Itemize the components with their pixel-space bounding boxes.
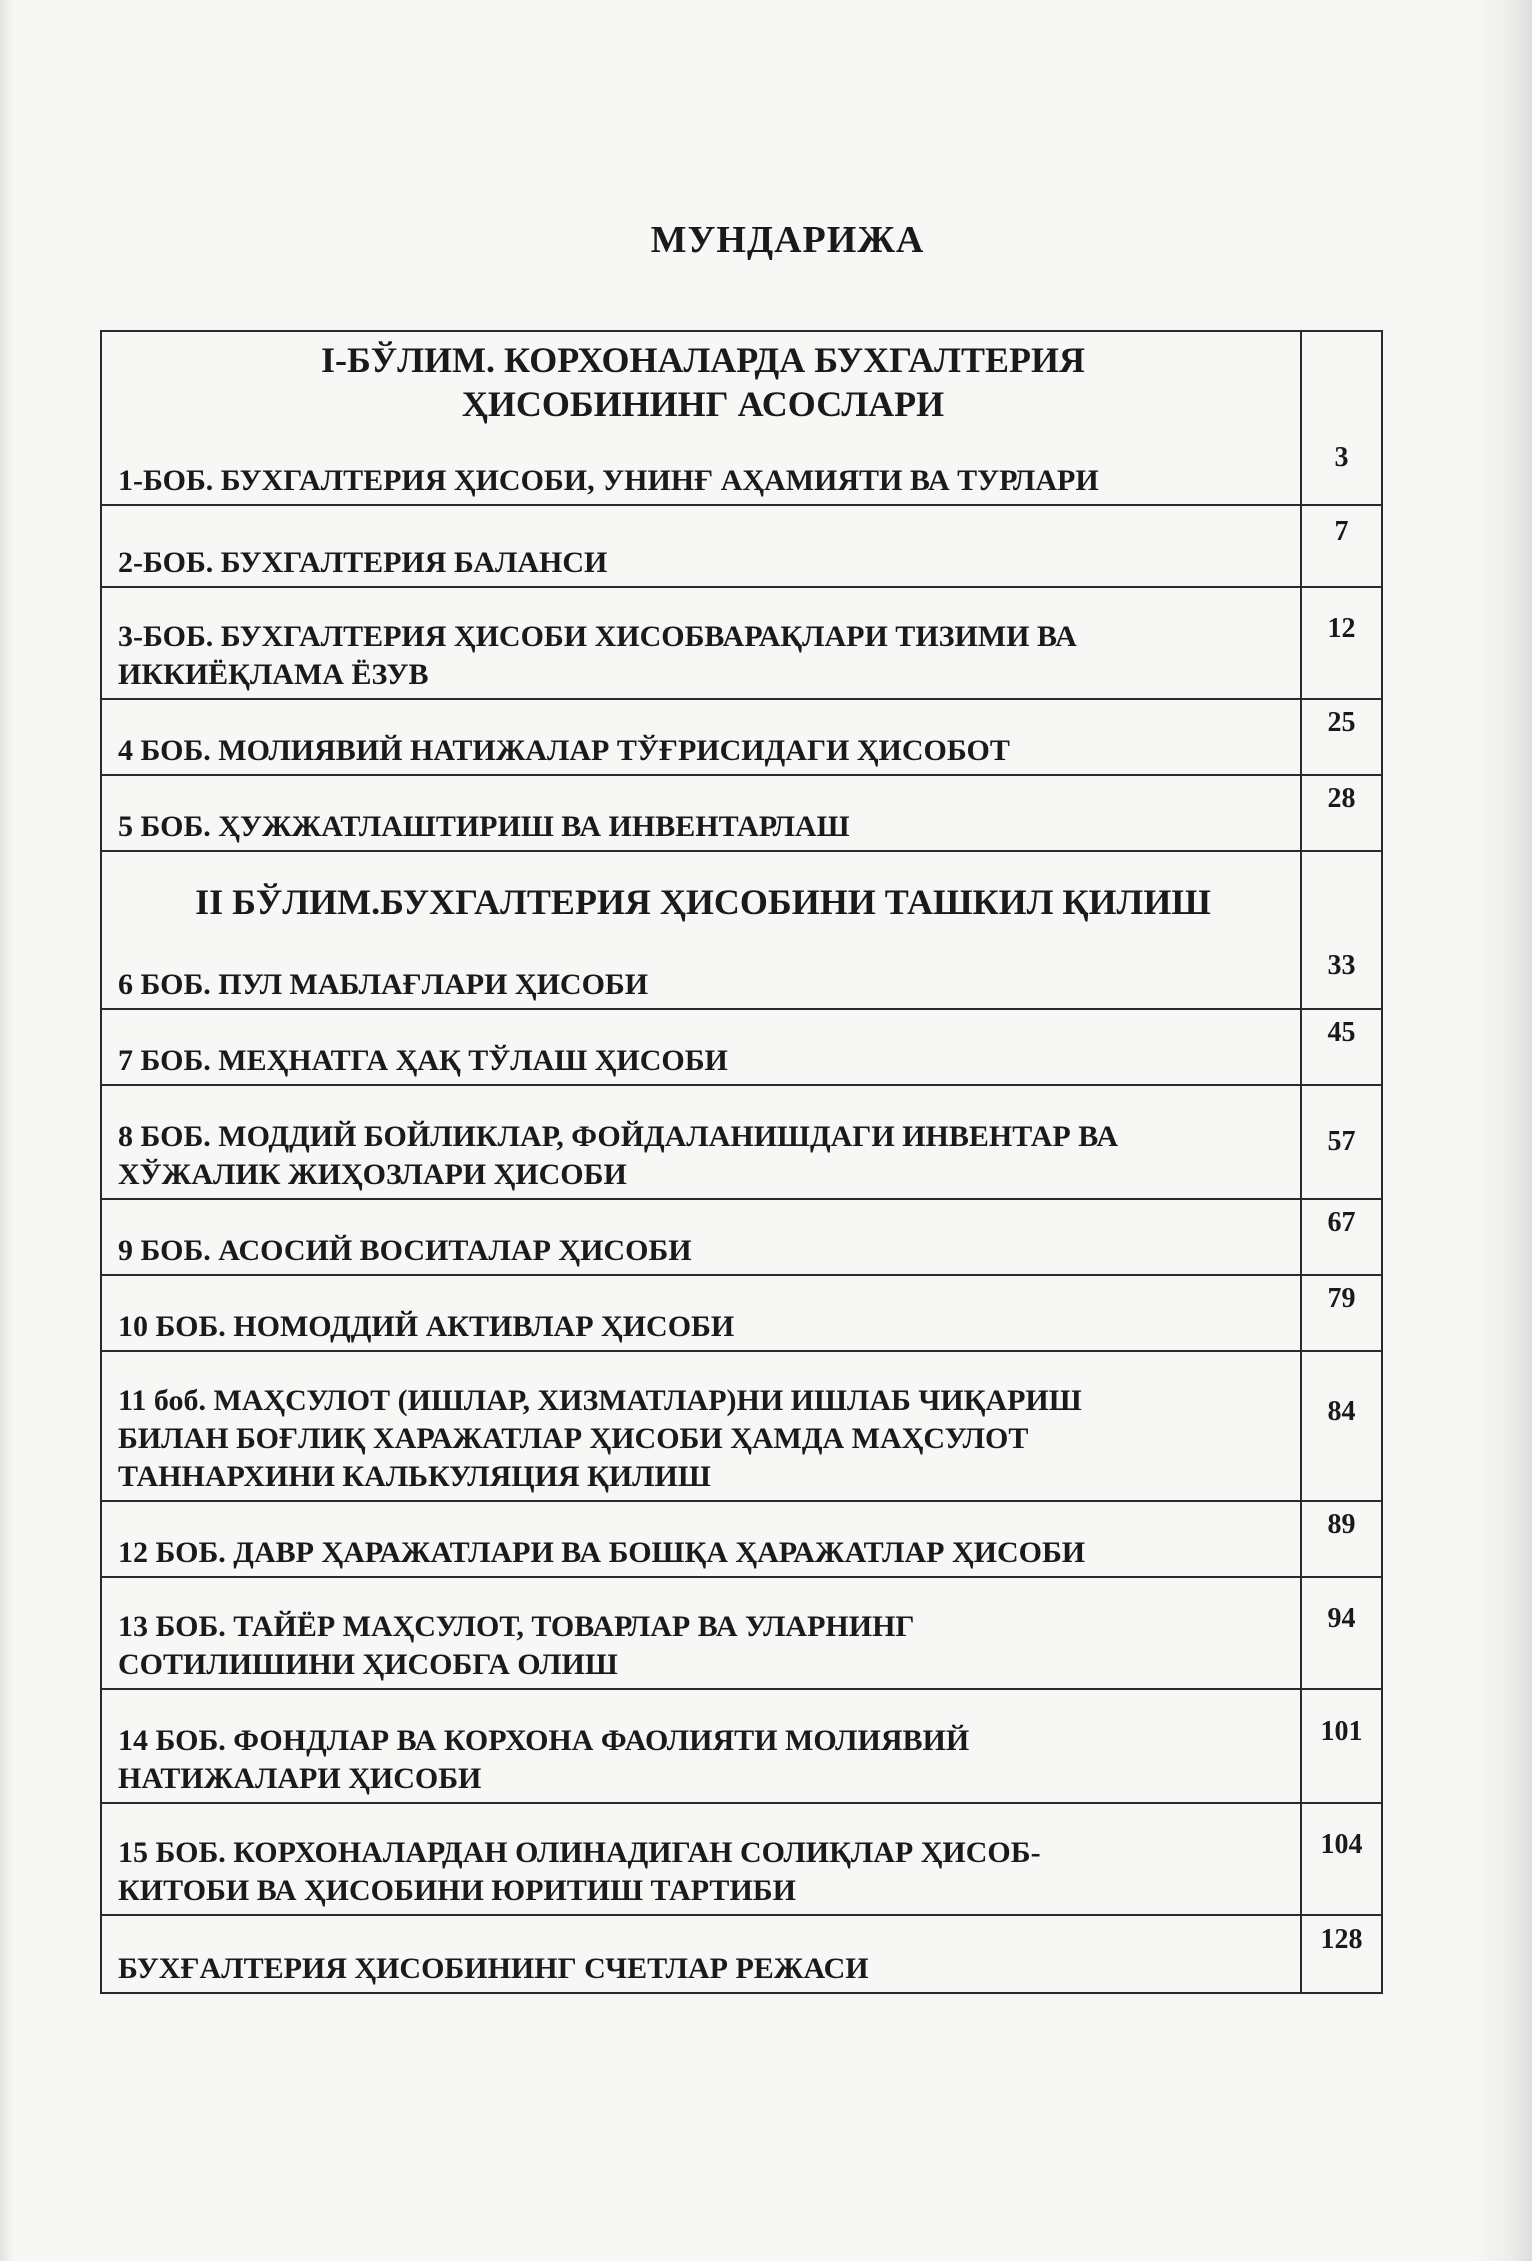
toc-entry-cell [101, 699, 1301, 775]
toc-entry-cell [101, 331, 1301, 505]
section-heading-line: II БЎЛИМ.БУХГАЛТЕРИЯ ҲИСОБИНИ ТАШКИЛ ҚИЛИШ [195, 882, 1211, 922]
page-number-cell [1301, 1501, 1382, 1577]
toc-row [101, 587, 1382, 699]
toc-entry-cell [101, 775, 1301, 851]
page-title: МУНДАРИЖА [650, 219, 925, 261]
toc-row [101, 1085, 1382, 1199]
page-number: 25 [1327, 707, 1356, 738]
chapter-title-line: ТАННАРХИНИ КАЛЬКУЛЯЦИЯ ҚИЛИШ [118, 1460, 711, 1493]
page-number: 89 [1327, 1509, 1356, 1540]
toc-row [101, 775, 1382, 851]
page-number: 128 [1320, 1924, 1363, 1955]
page-number-cell [1301, 1351, 1382, 1501]
toc-row [101, 851, 1382, 1009]
page-number-cell [1301, 1009, 1382, 1085]
page-number: 104 [1320, 1829, 1363, 1860]
section-heading-line: I-БЎЛИМ. КОРХОНАЛАРДА БУХГАЛТЕРИЯ [321, 340, 1085, 380]
chapter-title-line: 12 БОБ. ДАВР ҲАРАЖАТЛАРИ ВА БОШҚА ҲАРАЖАТЛАР ҲИСОБИ [118, 1536, 1086, 1569]
chapter-title-line: 5 БОБ. ҲУЖЖАТЛАШТИРИШ ВА ИНВЕНТАРЛАШ [118, 810, 850, 843]
page-number: 84 [1327, 1396, 1356, 1427]
chapter-title-line: НАТИЖАЛАРИ ҲИСОБИ [118, 1762, 482, 1795]
chapter-title-line: 4 БОБ. МОЛИЯВИЙ НАТИЖАЛАР ТЎҒРИСИДАГИ ҲИСОБОТ [118, 734, 1010, 767]
page-number: 94 [1327, 1603, 1356, 1634]
chapter-title-line: 8 БОБ. МОДДИЙ БОЙЛИКЛАР, ФОЙДАЛАНИШДАГИ ИНВЕНТАР ВА [118, 1120, 1119, 1153]
toc-entry-cell [101, 1501, 1301, 1577]
page-number-cell [1301, 331, 1382, 505]
chapter-title-line: 10 БОБ. НОМОДДИЙ АКТИВЛАР ҲИСОБИ [118, 1310, 735, 1343]
toc-row [101, 331, 1382, 505]
chapter-title-line: 6 БОБ. ПУЛ МАБЛАҒЛАРИ ҲИСОБИ [118, 968, 649, 1001]
toc-row [101, 1009, 1382, 1085]
toc-entry-cell [101, 1085, 1301, 1199]
page-number-cell [1301, 699, 1382, 775]
chapter-title-line: БУХҒАЛТЕРИЯ ҲИСОБИНИНГ СЧЕТЛАР РЕЖАСИ [118, 1952, 869, 1985]
section-heading [118, 856, 1288, 966]
table-of-contents [100, 330, 1383, 1994]
page-number-cell [1301, 505, 1382, 587]
toc-row [101, 1577, 1382, 1689]
chapter-title-line: ИККИЁҚЛАМА ЁЗУВ [118, 658, 429, 691]
chapter-title-line: 13 БОБ. ТАЙЁР МАҲСУЛОТ, ТОВАРЛАР ВА УЛАРНИНГ [118, 1610, 915, 1643]
page-number: 101 [1320, 1716, 1363, 1747]
toc-entry-cell [101, 1351, 1301, 1501]
page-number: 12 [1327, 613, 1356, 644]
page-number-cell [1301, 1199, 1382, 1275]
page-number: 45 [1327, 1017, 1356, 1048]
page-number: 7 [1334, 516, 1349, 547]
page-number-cell [1301, 1803, 1382, 1915]
page-number: 3 [1334, 442, 1349, 473]
toc-row [101, 505, 1382, 587]
toc-entry-cell [101, 1009, 1301, 1085]
toc-entry-cell [101, 1577, 1301, 1689]
toc-row [101, 1915, 1382, 1993]
toc-row [101, 1501, 1382, 1577]
toc-entry-cell [101, 505, 1301, 587]
page-number: 33 [1327, 950, 1356, 981]
page-number-cell [1301, 1085, 1382, 1199]
toc-entry-cell [101, 851, 1301, 1009]
chapter-title-line: 3-БОБ. БУХГАЛТЕРИЯ ҲИСОБИ ХИСОБВАРАҚЛАРИ ТИЗИМИ ВА [118, 620, 1077, 653]
page-number-cell [1301, 851, 1382, 1009]
chapter-title-line: БИЛАН БОҒЛИҚ ХАРАЖАТЛАР ҲИСОБИ ҲАМДА МАҲСУЛОТ [118, 1422, 1029, 1455]
section-heading [118, 332, 1288, 462]
chapter-title-line: 14 БОБ. ФОНДЛАР ВА КОРХОНА ФАОЛИЯТИ МОЛИЯВИЙ [118, 1724, 970, 1757]
page-left-edge-shadow [0, 0, 14, 2261]
page-number-cell [1301, 1915, 1382, 1993]
chapter-title-line: 9 БОБ. АСОСИЙ ВОСИТАЛАР ҲИСОБИ [118, 1234, 692, 1267]
toc-entry-cell [101, 1915, 1301, 1993]
page-number: 79 [1327, 1283, 1356, 1314]
toc-entry-cell [101, 1275, 1301, 1351]
toc-entry-cell [101, 587, 1301, 699]
toc-row [101, 699, 1382, 775]
page-number-cell [1301, 1577, 1382, 1689]
toc-row [101, 1803, 1382, 1915]
section-heading-line: ҲИСОБИНИНГ АСОСЛАРИ [461, 384, 945, 424]
chapter-title-line: 15 БОБ. КОРХОНАЛАРДАН ОЛИНАДИГАН СОЛИҚЛАР ҲИСОБ- [118, 1836, 1041, 1869]
page-number-cell [1301, 1689, 1382, 1803]
chapter-title-line: 1-БОБ. БУХГАЛТЕРИЯ ҲИСОБИ, УНИНҒ АҲАМИЯТИ ВА ТУРЛАРИ [118, 464, 1099, 497]
page-number-cell [1301, 1275, 1382, 1351]
toc-row [101, 1199, 1382, 1275]
chapter-title-line: 7 БОБ. МЕҲНАТГА ҲАҚ ТЎЛАШ ҲИСОБИ [118, 1044, 728, 1077]
chapter-title-line: СОТИЛИШИНИ ҲИСОБГА ОЛИШ [118, 1648, 618, 1681]
chapter-title-line: КИТОБИ ВА ҲИСОБИНИ ЮРИТИШ ТАРТИБИ [118, 1874, 796, 1907]
page-number: 67 [1327, 1207, 1356, 1238]
chapter-title-line: 11 боб. МАҲСУЛОТ (ИШЛАР, ХИЗМАТЛАР)НИ ИШЛАБ ЧИҚАРИШ [118, 1384, 1082, 1417]
chapter-title-line: ХЎЖАЛИК ЖИҲОЗЛАРИ ҲИСОБИ [118, 1158, 627, 1191]
chapter-title-line: 2-БОБ. БУХГАЛТЕРИЯ БАЛАНСИ [118, 546, 608, 579]
toc-entry-cell [101, 1689, 1301, 1803]
page-number: 57 [1327, 1126, 1356, 1157]
toc-entry-cell [101, 1199, 1301, 1275]
page-number-cell [1301, 775, 1382, 851]
page-gutter-shadow [1472, 0, 1532, 2261]
toc-row [101, 1351, 1382, 1501]
toc-row [101, 1689, 1382, 1803]
page-number-cell [1301, 587, 1382, 699]
toc-entry-cell [101, 1803, 1301, 1915]
toc-row [101, 1275, 1382, 1351]
page-number: 28 [1327, 783, 1356, 814]
